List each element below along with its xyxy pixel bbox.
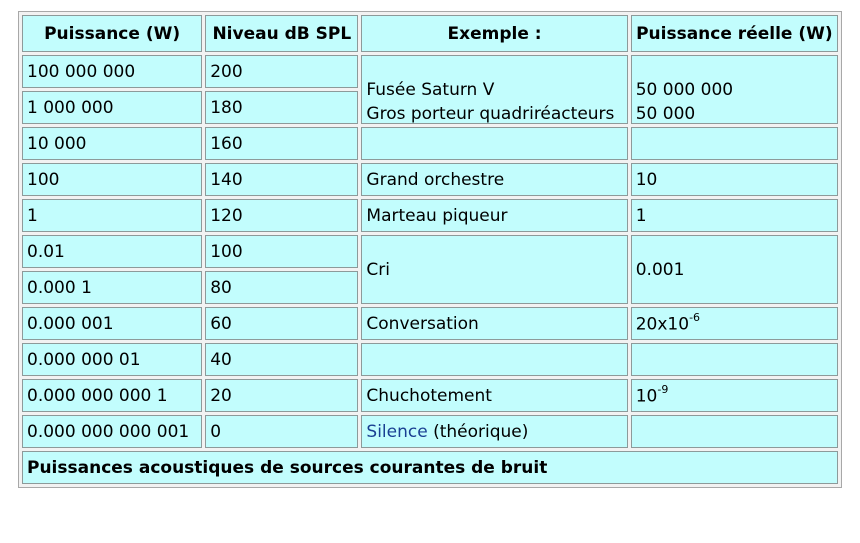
example-orchestra: Grand orchestre [361,163,627,196]
power-cell: 1 [22,199,202,232]
real-power-jet [631,104,838,160]
table-row [22,127,838,160]
power-cell: 0.000 000 01 [22,343,202,376]
level-cell: 60 [205,307,358,340]
example-shout: Cri [361,235,627,304]
conversation-power-base: 20x10 [635,314,690,335]
power-cell: 100 000 000 [22,55,202,88]
power-cell: 0.000 000 000 1 [22,379,202,412]
power-cell: 0.01 [22,235,202,268]
whisper-power-base: 10 [635,386,658,407]
power-cell: 100 [22,163,202,196]
level-cell: 0 [205,415,358,448]
table-row [22,343,838,376]
real-power-whisper [631,379,838,412]
header-real-power: Puissance réelle (W) [631,15,838,52]
silence-suffix: (théorique) [427,421,529,442]
whisper-power-exponent: -9 [657,382,669,396]
table-row [22,379,838,412]
level-cell: 160 [205,127,358,160]
table-row [22,235,838,268]
power-cell: 0.000 1 [22,271,202,304]
silence-link[interactable]: Silence [366,421,428,442]
conversation-power-exponent: -6 [689,310,701,324]
level-cell: 200 [205,55,358,88]
table-row [22,415,838,448]
header-row [22,15,838,52]
real-power-jet-text: 50 000 [635,104,696,124]
sound-power-table [18,11,842,488]
power-cell: 0.000 001 [22,307,202,340]
level-cell: 80 [205,271,358,304]
level-cell: 40 [205,343,358,376]
header-level: Niveau dB SPL [205,15,358,52]
real-power-conversation [631,307,838,340]
level-cell: 140 [205,163,358,196]
example-jet-text: Gros porteur quadriréacteurs [366,104,615,124]
header-power: Puissance (W) [22,15,202,52]
level-cell: 120 [205,199,358,232]
level-cell: 20 [205,379,358,412]
table-row [22,199,838,232]
example-jackhammer: Marteau piqueur [361,199,627,232]
table-caption: Puissances acoustiques de sources courantes de bruit [22,451,838,484]
level-cell: 180 [205,91,358,124]
real-power-silence [631,415,838,448]
table-wrapper [18,11,842,488]
example-conversation: Conversation [361,307,627,340]
level-cell: 100 [205,235,358,268]
real-power-empty [631,343,838,376]
table-row [22,307,838,340]
example-saturn: Fusée Saturn V [361,55,627,124]
example-silence [361,415,627,448]
table-row [22,55,838,88]
power-cell: 0.000 000 000 001 [22,415,202,448]
power-cell: 1 000 000 [22,91,202,124]
example-whisper: Chuchotement [361,379,627,412]
caption-row [22,451,838,484]
header-example: Exemple : [361,15,627,52]
power-cell: 10 000 [22,127,202,160]
example-empty [361,343,627,376]
real-power-orchestra: 10 [631,163,838,196]
real-power-jackhammer: 1 [631,199,838,232]
example-jet [361,104,627,160]
real-power-shout: 0.001 [631,235,838,304]
real-power-saturn: 50 000 000 [631,55,838,124]
table-row [22,163,838,196]
